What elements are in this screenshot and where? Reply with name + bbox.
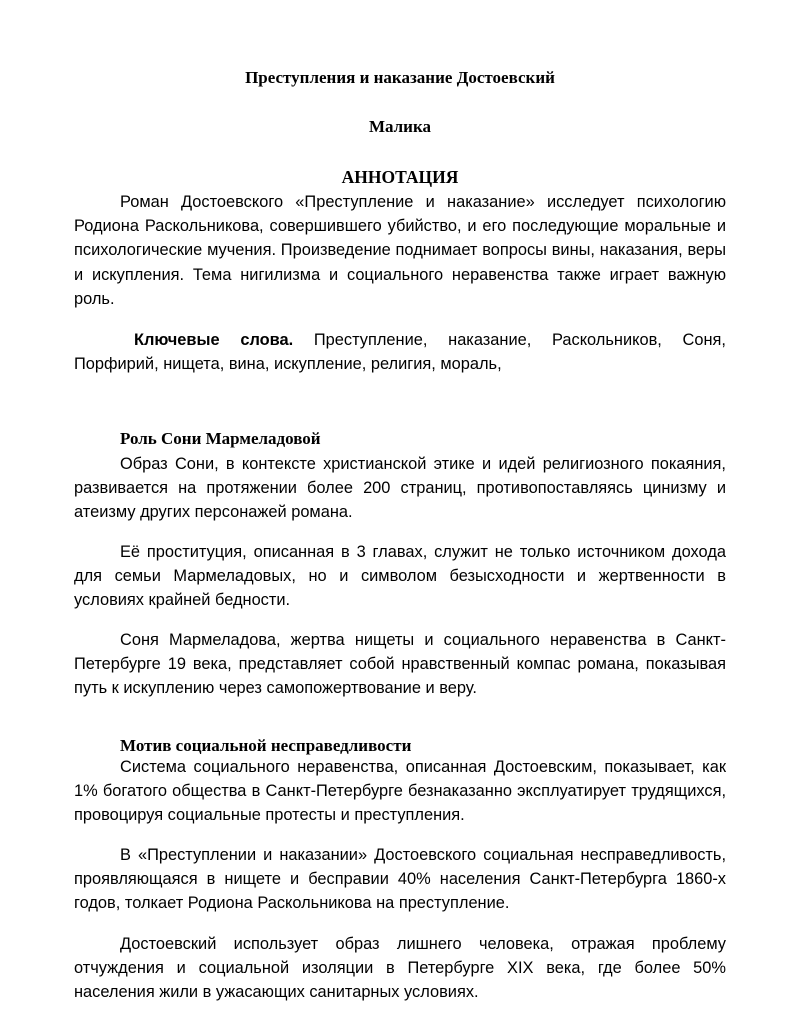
sonia-paragraph-2: Её проституция, описанная в 3 главах, служит не только источником дохода для семьи Мармеладовых, но и символом безысходности и жертвенности в условиях крайней бедности. [74,543,726,610]
sonia-paragraph-1: Образ Сони, в контексте христианской этике и идей религиозного покаяния, развивается на протяжении более 200 страниц, противопоставляясь цинизму и атеизму других персонажей романа. [74,455,726,522]
document-author: Малика [368,117,432,136]
annotation-heading: АННОТАЦИЯ [341,167,459,187]
injustice-paragraph-1: Система социального неравенства, описанная Достоевским, показывает, как 1% богатого общества в Санкт-Петербурге безнаказанно эксплуатирует трудящихся, провоцируя социальные протесты и преступления. [74,758,726,825]
section-heading-injustice: Мотив социальной несправедливости [120,736,412,755]
section-heading-sonia: Роль Сони Мармеладовой [120,429,321,448]
sonia-paragraph-3: Соня Мармеладова, жертва нищеты и социального неравенства в Санкт-Петербурге 19 века, представляет собой нравственный компас романа, показывая путь к искуплению через самопожертвование и веру. [74,631,726,698]
injustice-paragraph-2: В «Преступлении и наказании» Достоевского социальная несправедливость, проявляющаяся в нищете и бесправии 40% населения Санкт-Петербурга 1860-х годов, толкает Родиона Раскольникова на преступление. [74,846,726,913]
injustice-paragraph-3: Достоевский использует образ лишнего человека, отражая проблему отчуждения и социальной изоляции в Петербурге XIX века, где более 50% населения жили в ужасающих санитарных условиях. [74,935,726,1002]
document-title: Преступления и наказание Достоевский [245,68,555,87]
keywords-list: Преступление, наказание, Раскольников, Соня, Порфирий, нищета, вина, искупление, религия, мораль, [74,331,726,374]
annotation-paragraph: Роман Достоевского «Преступление и наказание» исследует психологию Родиона Раскольникова, совершившего убийство, и его последующие моральные и психологические мучения. Произведение поднимает вопросы вины, наказания, веры и искупления. Тема нигилизма и социального неравенства также играет важную роль. [74,193,726,308]
keywords-paragraph [74,328,726,376]
keywords-label: Ключевые слова. [134,331,294,349]
